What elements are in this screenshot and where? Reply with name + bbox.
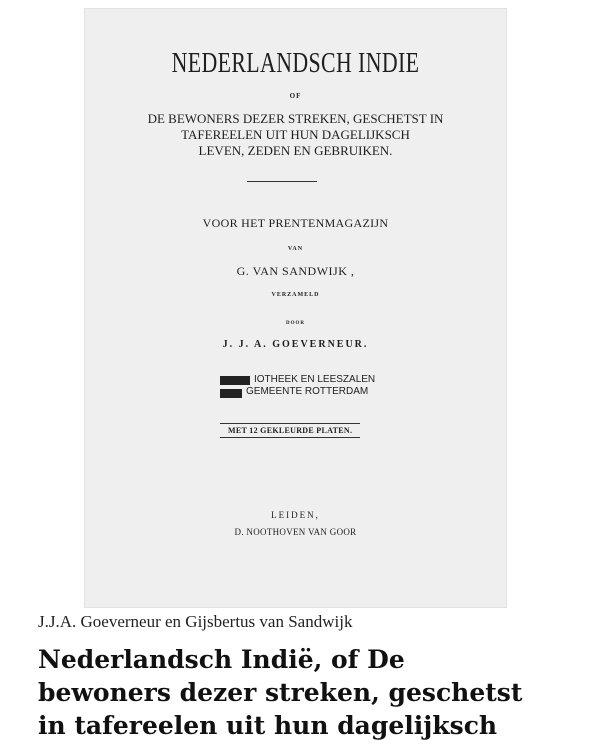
subtitle-line: TAFEREELEN UIT HUN DAGELIJKSCH: [181, 127, 410, 142]
for-line: VOOR HET PRENTENMAGAZIJN: [202, 216, 389, 230]
city: LEIDEN,: [271, 510, 320, 520]
stamp-line: GEMEENTE ROTTERDAM: [246, 386, 369, 397]
publisher-name: G. VAN SANDWIJK ,: [236, 264, 355, 278]
subtitle-line: LEVEN, ZEDEN EN GEBRUIKEN.: [198, 143, 393, 158]
stamp-line: IOTHEEK EN LEESZALEN: [254, 374, 376, 385]
van-label: VAN: [287, 246, 304, 252]
stamp-bar: [220, 376, 250, 385]
compiler-name: J. J. A. GOEVERNEUR.: [222, 339, 369, 350]
verzameld-label: VERZAMELD: [271, 292, 320, 298]
divider-rule: [247, 181, 317, 182]
printer: D. NOOTHOVEN VAN GOOR: [234, 527, 357, 537]
of-label: OF: [289, 92, 302, 100]
caption-title-line: Nederlandsch Indië, of De: [38, 645, 405, 674]
plates-line: MET 12 GEKLEURDE PLATEN.: [220, 423, 360, 438]
caption-title[interactable]: [38, 643, 578, 742]
caption-authors: J.J.A. Goeverneur en Gijsbertus van Sandwijk: [38, 612, 353, 631]
caption-title-line: in tafereelen uit hun dagelijksch: [38, 711, 498, 740]
library-stamp: [222, 374, 376, 398]
book-title: NEDERLANDSCH INDIE: [171, 48, 420, 79]
stamp-bar: [220, 389, 242, 398]
subtitle-line: DE BEWONERS DEZER STREKEN, GESCHETST IN: [147, 111, 444, 126]
title-page-scan: [84, 8, 507, 608]
caption-title-line: bewoners dezer streken, geschetst: [38, 678, 523, 707]
door-label: DOOR: [286, 321, 305, 326]
subtitle: [84, 111, 507, 159]
